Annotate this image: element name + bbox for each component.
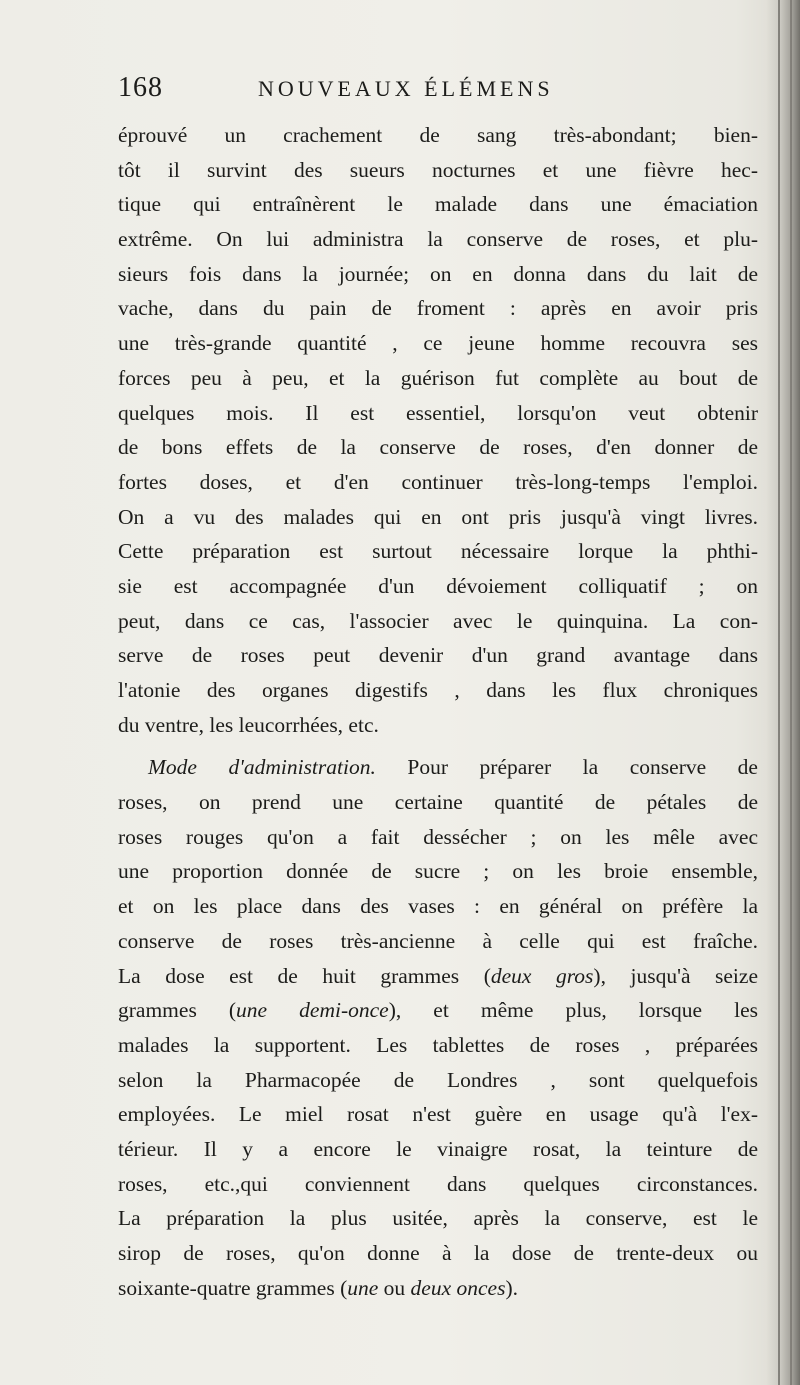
page-header xyxy=(118,72,718,108)
text-line: une proportion donnée de sucre ; on les broie ensemble, xyxy=(118,859,758,884)
text-line: fortes doses, et d'en continuer très-long-temps l'emploi. xyxy=(118,469,758,494)
text-line: de bons effets de la conserve de roses, d'en donner de xyxy=(118,435,758,460)
text-line: Cette préparation est surtout nécessaire lorque la phthi- xyxy=(118,539,758,564)
italic-term: une demi-once xyxy=(236,998,389,1023)
text-line: l'atonie des organes digestifs , dans les flux chroniques xyxy=(118,678,758,702)
gutter-line xyxy=(778,0,780,1385)
text-line: tique qui entraînèrent le malade dans une émaciation xyxy=(118,192,758,217)
italic-term: une xyxy=(347,1275,379,1300)
text-line: quelques mois. Il est essentiel, lorsqu'on veut obtenir xyxy=(118,400,758,425)
text-line: roses, on prend une certaine quantité de pétales de xyxy=(118,790,758,815)
text-run: ). xyxy=(505,1275,519,1300)
text-run: soixante-quatre grammes ( xyxy=(118,1275,348,1300)
text-line: térieur. Il y a encore le vinaigre rosat, la teinture de xyxy=(118,1136,758,1161)
text-line: sie est accompagnée d'un dévoiement colliquatif ; on xyxy=(118,573,758,598)
text-line: et on les place dans des vases : en général on préfère la xyxy=(118,894,758,919)
text-line: roses rouges qu'on a fait dessécher ; on les mêle avec xyxy=(118,824,758,849)
text-line: sieurs fois dans la journée; on en donna dans du lait de xyxy=(118,261,758,286)
text-line xyxy=(118,750,758,785)
paragraph xyxy=(118,118,758,742)
text-line xyxy=(118,1271,758,1306)
text-line: malades la supportent. Les tablettes de roses , préparées xyxy=(118,1032,758,1057)
text-line: extrême. On lui administra la conserve de roses, et plu- xyxy=(118,227,758,252)
text-line: serve de roses peut devenir d'un grand avantage dans xyxy=(118,643,758,668)
text-line: La préparation la plus usitée, après la conserve, est le xyxy=(118,1206,758,1231)
italic-term: deux onces xyxy=(410,1275,506,1300)
page-number: 168 xyxy=(118,72,163,103)
text-run: ), et même plus, lorsque les xyxy=(388,998,759,1023)
text-line: roses, etc.,qui conviennent dans quelques circonstances. xyxy=(118,1171,758,1196)
text-line: On a vu des malades qui en ont pris jusqu'à vingt livres. xyxy=(118,504,758,529)
text-line: tôt il survint des sueurs nocturnes et une fièvre hec- xyxy=(118,157,758,182)
body-text xyxy=(118,118,758,1305)
text-line: sirop de roses, qu'on donne à la dose de trente-deux ou xyxy=(118,1241,758,1265)
italic-term: deux gros xyxy=(490,963,594,988)
text-run: La dose est de huit grammes ( xyxy=(118,963,491,988)
text-line: conserve de roses très-ancienne à celle qui est fraîche. xyxy=(118,928,758,953)
text-line: employées. Le miel rosat n'est guère en usage qu'à l'ex- xyxy=(118,1102,758,1127)
gutter-line xyxy=(790,0,792,1385)
text-line xyxy=(118,959,758,994)
text-line: selon la Pharmacopée de Londres , sont quelquefois xyxy=(118,1067,758,1092)
text-line: du ventre, les leucorrhées, etc. xyxy=(118,712,379,737)
text-run: grammes ( xyxy=(118,998,237,1023)
text-line xyxy=(118,993,758,1028)
page-gutter-shadow xyxy=(766,0,800,1385)
text-line: éprouvé un crachement de sang très-abondant; bien- xyxy=(118,123,758,147)
section-heading: Mode d'administration. xyxy=(148,755,376,780)
running-head: NOUVEAUX ÉLÉMENS xyxy=(258,76,554,101)
paragraph xyxy=(118,750,758,1305)
text-line: peut, dans ce cas, l'associer avec le quinquina. La con- xyxy=(118,608,758,633)
text-line: une très-grande quantité , ce jeune homme recouvra ses xyxy=(118,331,758,356)
text-run: ), jusqu'à seize xyxy=(593,963,758,988)
text-line: forces peu à peu, et la guérison fut complète au bout de xyxy=(118,365,758,390)
text-run: ou xyxy=(378,1275,411,1300)
text-line: vache, dans du pain de froment : après en avoir pris xyxy=(118,296,758,321)
text-run: Pour préparer la conserve de xyxy=(375,755,758,780)
